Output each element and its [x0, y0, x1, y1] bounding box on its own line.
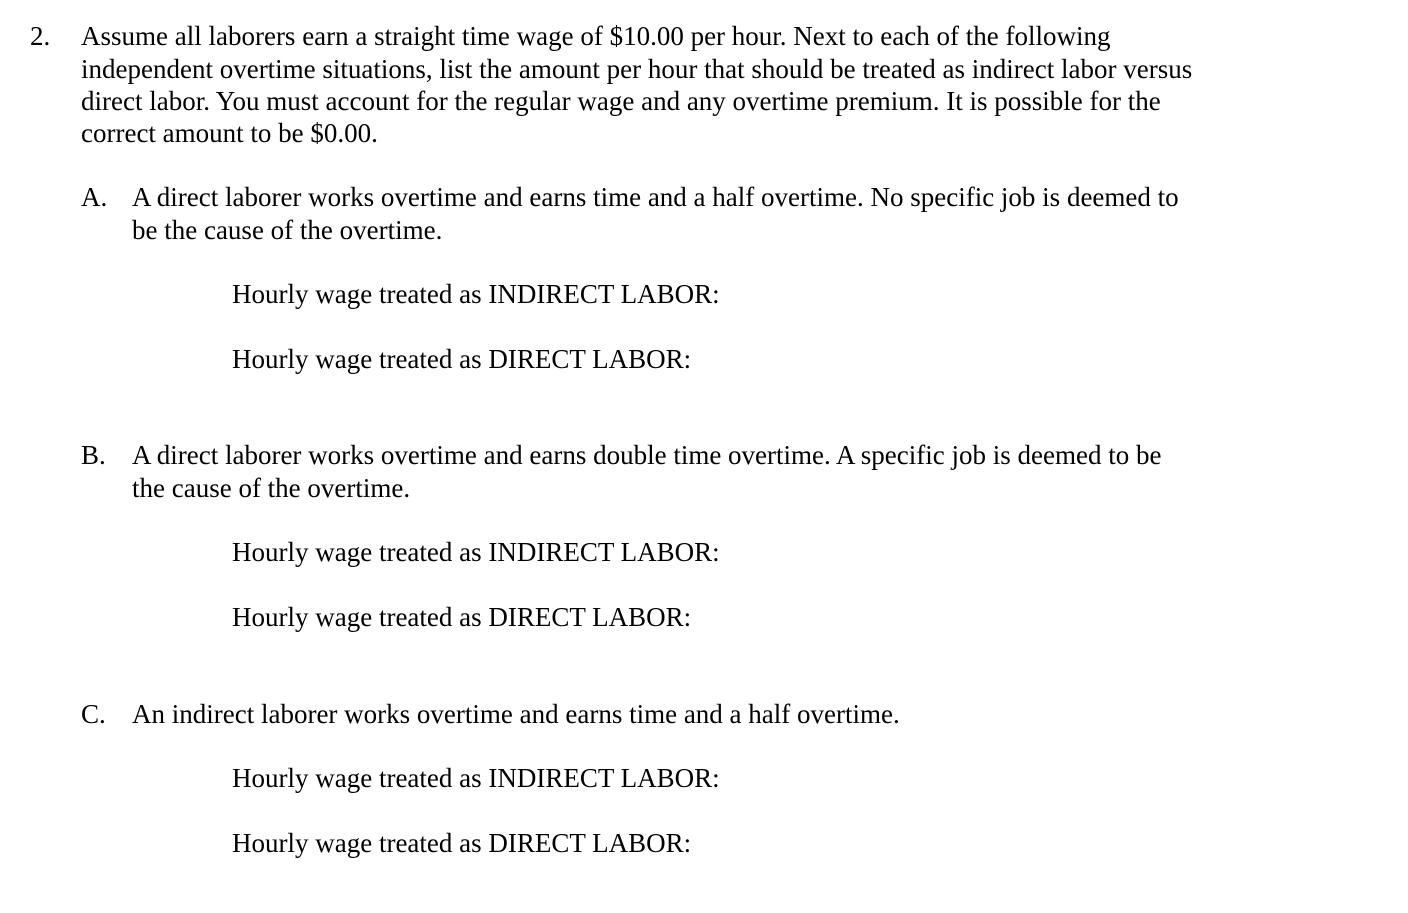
question-number: 2. — [30, 21, 51, 51]
part-b-direct-label: Hourly wage treated as DIRECT LABOR: — [232, 602, 692, 632]
part-a-letter: A. — [81, 182, 108, 212]
part-c-indirect-label: Hourly wage treated as INDIRECT LABOR: — [232, 763, 720, 793]
question-text-line-2: independent overtime situations, list the amount per hour that should be treated as indirect labor versus — [81, 54, 1193, 84]
part-a-direct-label: Hourly wage treated as DIRECT LABOR: — [232, 344, 692, 374]
question-text-line-3: direct labor. You must account for the regular wage and any overtime premium. It is possible for the — [81, 86, 1161, 116]
part-c-letter: C. — [81, 699, 106, 729]
question-text-line-1: Assume all laborers earn a straight time wage of $10.00 per hour. Next to each of the following — [81, 21, 1111, 51]
part-c-text-line-1: An indirect laborer works overtime and earns time and a half overtime. — [132, 699, 900, 729]
part-b-text-line-2: the cause of the overtime. — [132, 473, 411, 503]
part-b-letter: B. — [81, 440, 106, 470]
part-a-indirect-label: Hourly wage treated as INDIRECT LABOR: — [232, 279, 720, 309]
question-text-line-4: correct amount to be $0.00. — [81, 118, 378, 148]
part-a-text-line-1: A direct laborer works overtime and earns time and a half overtime. No specific job is deemed to — [132, 182, 1179, 212]
part-c-direct-label: Hourly wage treated as DIRECT LABOR: — [232, 828, 692, 858]
part-b-text-line-1: A direct laborer works overtime and earns double time overtime. A specific job is deemed to be — [132, 440, 1162, 470]
part-b-indirect-label: Hourly wage treated as INDIRECT LABOR: — [232, 537, 720, 567]
part-a-text-line-2: be the cause of the overtime. — [132, 215, 443, 245]
